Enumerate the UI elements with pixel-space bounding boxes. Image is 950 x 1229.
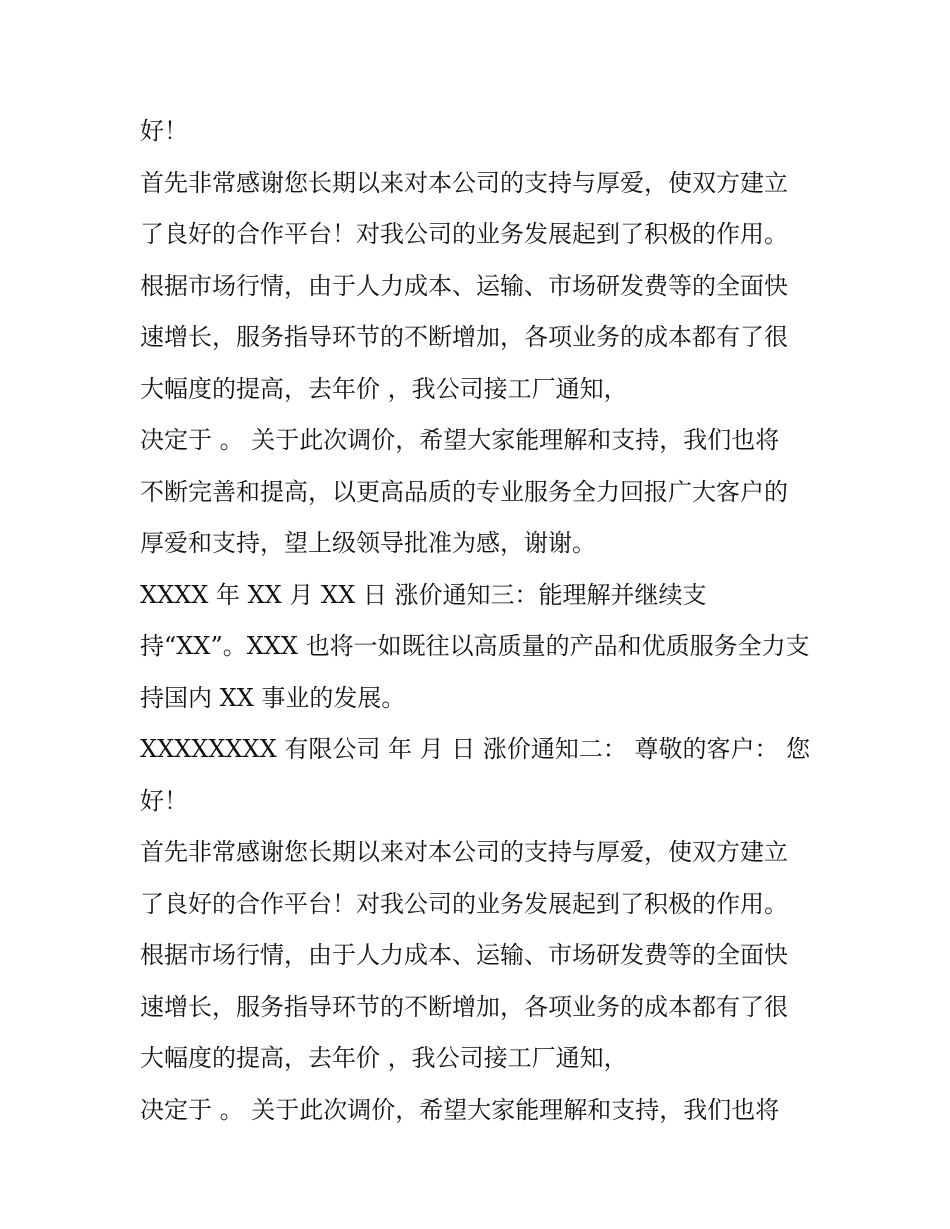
text-line: 厚爱和支持，望上级领导批准为感，谢谢。 bbox=[140, 529, 596, 557]
text-line: 决定于 。 关于此次调价，希望大家能理解和支持，我们也将 bbox=[140, 1095, 780, 1124]
text-line: 大幅度的提高，去年价 ，我公司接工厂通知， bbox=[140, 374, 628, 403]
text-line: 根据市场行情，由于人力成本、运输、市场研发费等的全面快 bbox=[140, 941, 788, 969]
text-line: 根据市场行情，由于人力成本、运输、市场研发费等的全面快 bbox=[140, 271, 788, 300]
text-line: 持“XX”。XXX 也将一如既往以高质量的产品和优质服务全力支 bbox=[140, 632, 810, 660]
text-line: 速增长，服务指导环节的不断增加，各项业务的成本都有了很 bbox=[140, 992, 788, 1021]
text-line: 好！ bbox=[140, 117, 188, 145]
text-line: 首先非常感谢您长期以来对本公司的支持与厚爱，使双方建立 bbox=[140, 838, 788, 866]
text-line: XXXX 年 XX 月 XX 日 涨价通知三：能理解并继续支 bbox=[140, 580, 707, 609]
text-line: 决定于 。 关于此次调价，希望大家能理解和支持，我们也将 bbox=[140, 426, 780, 454]
text-line: 速增长，服务指导环节的不断增加，各项业务的成本都有了很 bbox=[140, 323, 788, 351]
text-line: XXXXXXXX 有限公司 年 月 日 涨价通知二： 尊敬的客户： 您 bbox=[140, 735, 811, 763]
text-line: 首先非常感谢您长期以来对本公司的支持与厚爱，使双方建立 bbox=[140, 168, 788, 197]
text-line: 了良好的合作平台！对我公司的业务发展起到了积极的作用。 bbox=[140, 889, 788, 918]
text-line: 大幅度的提高，去年价 ，我公司接工厂通知， bbox=[140, 1044, 628, 1072]
document-body bbox=[140, 106, 830, 1136]
text-line: 不断完善和提高，以更高品质的专业服务全力回报广大客户的 bbox=[140, 477, 788, 506]
text-line: 好！ bbox=[140, 786, 188, 815]
text-line: 了良好的合作平台！对我公司的业务发展起到了积极的作用。 bbox=[140, 220, 788, 248]
text-line: 持国内 XX 事业的发展。 bbox=[140, 683, 406, 712]
